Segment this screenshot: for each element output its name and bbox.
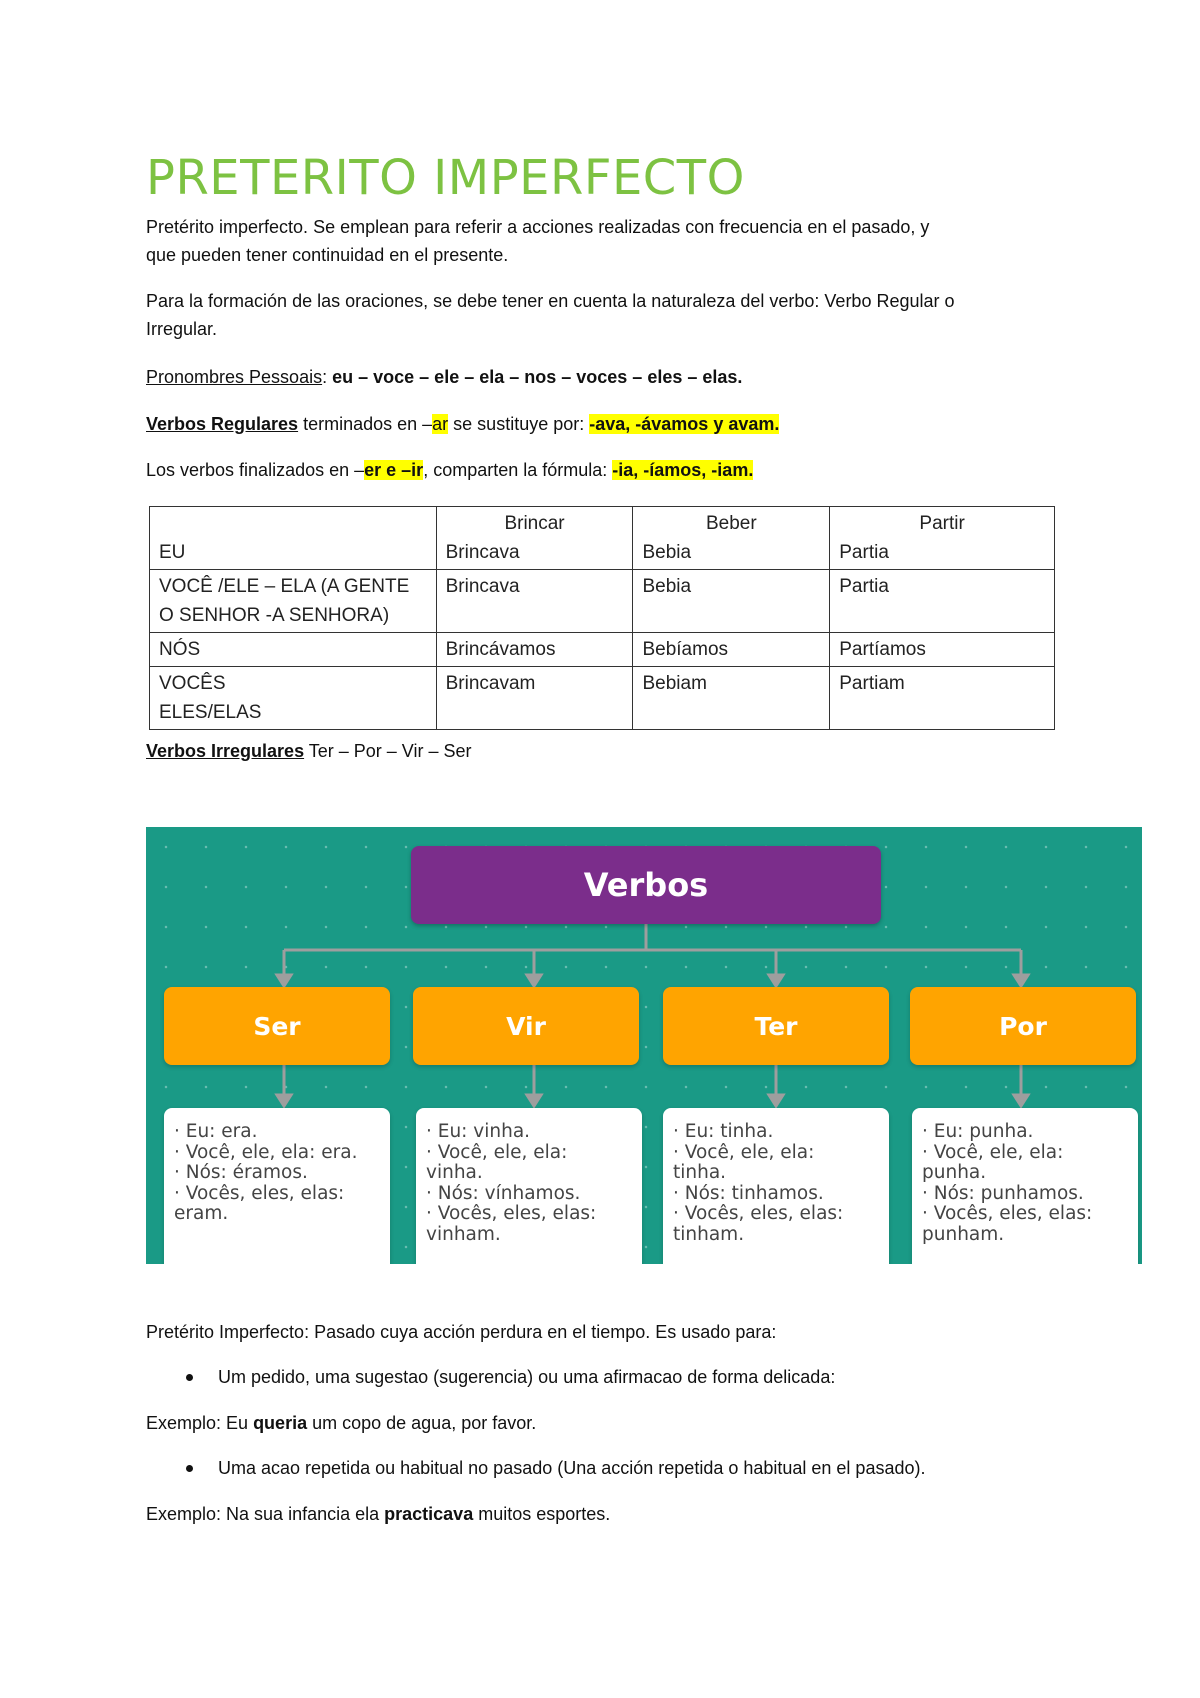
table-cell: Brincavam (436, 667, 633, 730)
header-partir: Partir (919, 513, 965, 534)
verb-box-por: Por (910, 987, 1136, 1065)
usage-bullet-list-2 (146, 1454, 925, 1482)
pronoun-cell: VOCÊ /ELE – ELA (A GENTE O SENHOR -A SENHORA) (150, 570, 437, 633)
header-beber: Beber (706, 513, 757, 534)
intro-paragraph (146, 213, 1066, 269)
pronouns-label: Pronombres Pessoais (146, 367, 323, 387)
verb-box-ser: Ser (164, 987, 390, 1065)
table-cell: Bebiam (633, 667, 830, 730)
header-brincar: Brincar (504, 513, 565, 534)
table-cell: Bebíamos (633, 633, 830, 667)
pronouns-colon: : (322, 367, 328, 387)
verb-box-ter: Ter (663, 987, 889, 1065)
list-item: Uma acao repetida ou habitual no pasado (Una acción repetida o habitual en el pasado). (146, 1454, 925, 1482)
intro-line-1: Pretérito imperfecto. Se emplean para referir a acciones realizadas con frecuencia en el pasado, y (146, 217, 930, 237)
verb-card-vir: · Eu: vinha. · Você, ele, ela: vinha. · Nós: vínhamos. · Vocês, eles, elas: vinham. (416, 1108, 642, 1264)
regular-text-1: terminados en – (298, 414, 433, 434)
table-cell: Partíamos (830, 633, 1055, 667)
table-row (150, 633, 1055, 667)
er-ir-paragraph (146, 456, 1066, 484)
er-ir-text-1: Los verbos finalizados en – (146, 460, 365, 480)
pronouns-list: eu – voce – ele – ela – nos – voces – eles – elas. (332, 367, 743, 387)
conjugation-table (149, 506, 1055, 730)
page-title: PRETERITO IMPERFECTO (146, 150, 745, 206)
usage-bullet-list-1 (146, 1363, 835, 1391)
pronoun-cell: VOCÊS ELES/ELAS (150, 667, 437, 730)
list-item: Um pedido, uma sugestao (sugerencia) ou uma afirmacao de forma delicada: (146, 1363, 835, 1391)
table-cell: Brincar Brincava (436, 507, 633, 570)
table-cell: Partir Partia (830, 507, 1055, 570)
example-1: Exemplo: Eu queria um copo de agua, por favor. (146, 1413, 537, 1433)
verb-card-ter: · Eu: tinha. · Você, ele, ela: tinha. · Nós: tinhamos. · Vocês, eles, elas: tinham. (663, 1108, 889, 1264)
er-ir-ending: er e –ir (364, 460, 424, 480)
pronoun-cell: EU (150, 507, 437, 570)
table-row (150, 667, 1055, 730)
regular-text-2: se sustituye por: (448, 414, 590, 434)
table-cell: Beber Bebia (633, 507, 830, 570)
verb-card-ser: · Eu: era. · Você, ele, ela: era. · Nós: éramos. · Vocês, eles, elas: eram. (164, 1108, 390, 1264)
regular-label: Verbos Regulares (146, 414, 299, 434)
table-cell: Bebia (633, 570, 830, 633)
regular-ending: ar (432, 414, 449, 434)
bullet-icon (186, 1465, 193, 1472)
table-cell: Brincávamos (436, 633, 633, 667)
table-cell: Partiam (830, 667, 1055, 730)
irregular-text: Ter – Por – Vir – Ser (304, 741, 472, 761)
table-cell: Brincava (436, 570, 633, 633)
verb-card-por: · Eu: punha. · Você, ele, ela: punha. · Nós: punhamos. · Vocês, eles, elas: punham. (912, 1108, 1138, 1264)
example-2: Exemplo: Na sua infancia ela practicava muitos esportes. (146, 1504, 611, 1524)
pronouns-paragraph (146, 363, 1066, 391)
formation-paragraph (146, 287, 1066, 343)
formation-line-2: Irregular. (146, 319, 218, 339)
er-ir-text-2: , comparten la fórmula: (423, 460, 613, 480)
verb-box-vir: Vir (413, 987, 639, 1065)
irregular-label: Verbos Irregulares (146, 741, 305, 761)
irregular-verbs-diagram (146, 827, 1142, 1264)
table-row (150, 507, 1055, 570)
table-row (150, 570, 1055, 633)
bullet-icon (186, 1374, 193, 1381)
irregular-paragraph (146, 737, 1066, 765)
usage-intro: Pretérito Imperfecto: Pasado cuya acción perdura en el tiempo. Es usado para: (146, 1322, 777, 1342)
pronoun-cell: NÓS (150, 633, 437, 667)
table-cell: Partia (830, 570, 1055, 633)
intro-line-2: que pueden tener continuidad en el presente. (146, 245, 509, 265)
regular-endings: -ava, -ávamos y avam. (589, 414, 780, 434)
regular-paragraph (146, 410, 1066, 438)
formation-line-1: Para la formación de las oraciones, se debe tener en cuenta la naturaleza del verbo: Verbo Regular o (146, 291, 955, 311)
diagram-root-verbos: Verbos (411, 846, 881, 924)
er-ir-endings: -ia, -íamos, -iam. (612, 460, 754, 480)
